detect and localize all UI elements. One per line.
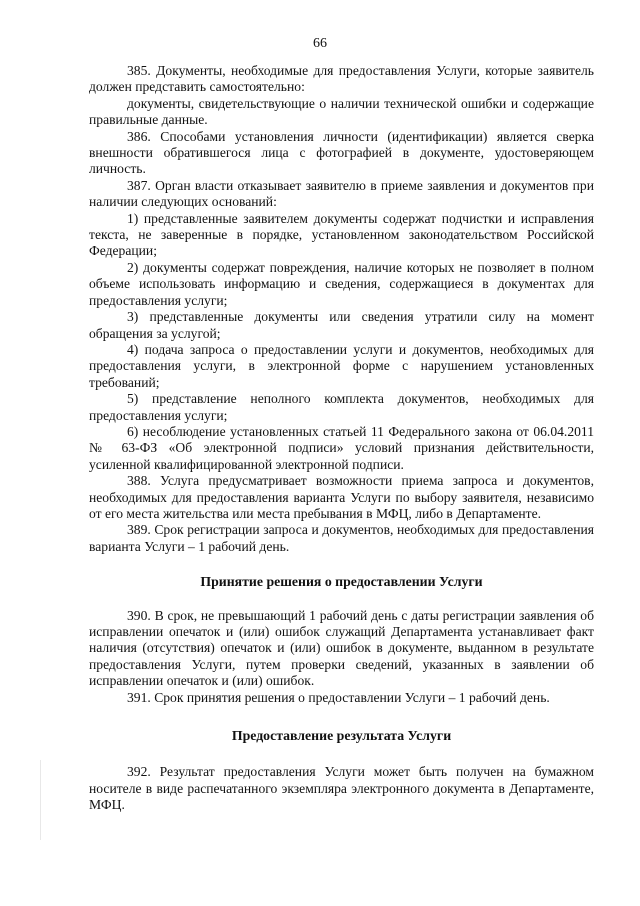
document-body — [89, 63, 594, 814]
paragraph-386: 386. Способами установления личности (идентификации) является сверка внешности обратившегося лица с фотографией в документе, удостоверяющем личность. — [89, 128, 594, 177]
paragraph-387-item-4: 4) подача запроса о предоставлении услуги и документов, необходимых для предоставления услуги, в электронной форме с нарушением установленных требований; — [89, 341, 594, 390]
spacer — [89, 591, 594, 608]
paragraph-387-item-5: 5) представление неполного комплекта документов, необходимых для предоставления услуги; — [89, 391, 594, 423]
paragraph-391: 391. Срок принятия решения о предоставлении Услуги – 1 рабочий день. — [127, 689, 550, 705]
spacer — [89, 744, 594, 764]
spacer — [89, 706, 594, 728]
paragraph-390: 390. В срок, не превышающий 1 рабочий день с даты регистрации заявления об исправлении опечаток и (или) ошибок служащий Департамента устанавливает факт наличия (отсутствия) опечаток и (или) ошибок в документе, выданном в результате предоставления Услуги, путем проверки сведений, указанных в заявлении об исправлении опечаток и (или) ошибок. — [89, 607, 594, 689]
paragraph-389: 389. Срок регистрации запроса и документов, необходимых для предоставления варианта Услуги – 1 рабочий день. — [89, 522, 594, 554]
paragraph-387-item-2: 2) документы содержат повреждения, наличие которых не позволяет в полном объеме использовать информацию и сведения, содержащиеся в документах для предоставления услуги; — [89, 259, 594, 308]
paragraph-387: 387. Орган власти отказывает заявителю в приеме заявления и документов при наличии следующих оснований: — [89, 177, 594, 210]
paragraph-388: 388. Услуга предусматривает возможности приема запроса и документов, необходимых для предоставления варианта Услуги по выбору заявителя, независимо от его места жительства или места пребывания в МФЦ, либо в Департаменте. — [89, 473, 594, 521]
page-number: 66 — [313, 36, 327, 51]
section-heading-result: Предоставление результата Услуги — [231, 728, 452, 744]
paragraph-392: 392. Результат предоставления Услуги может быть получен на бумажном носителе в виде распечатанного экземпляра электронного документа в Департаменте, МФЦ. — [89, 764, 594, 813]
paragraph-385-item: документы, свидетельствующие о наличии технической ошибки и содержащие правильные данные. — [89, 95, 594, 128]
paragraph-387-item-3: 3) представленные документы или сведения утратили силу на момент обращения за услугой; — [89, 309, 594, 341]
paragraph-387-item-1: 1) представленные заявителем документы содержат подчистки и исправления текста, не заверенные в порядке, установленном законодательством Российской Федерации; — [89, 210, 594, 259]
section-heading-decision: Принятие решения о предоставлении Услуги — [200, 574, 483, 590]
spacer — [89, 555, 594, 574]
paragraph-387-item-6: 6) несоблюдение установленных статьей 11 Федерального закона от 06.04.2011 № 63-ФЗ «Об электронной подписи» условий признания действительности, усиленной квалифицированной электронной подписи. — [89, 423, 594, 472]
scan-edge-mark — [40, 760, 41, 840]
paragraph-385: 385. Документы, необходимые для предоставления Услуги, которые заявитель должен представить самостоятельно: — [89, 63, 594, 95]
